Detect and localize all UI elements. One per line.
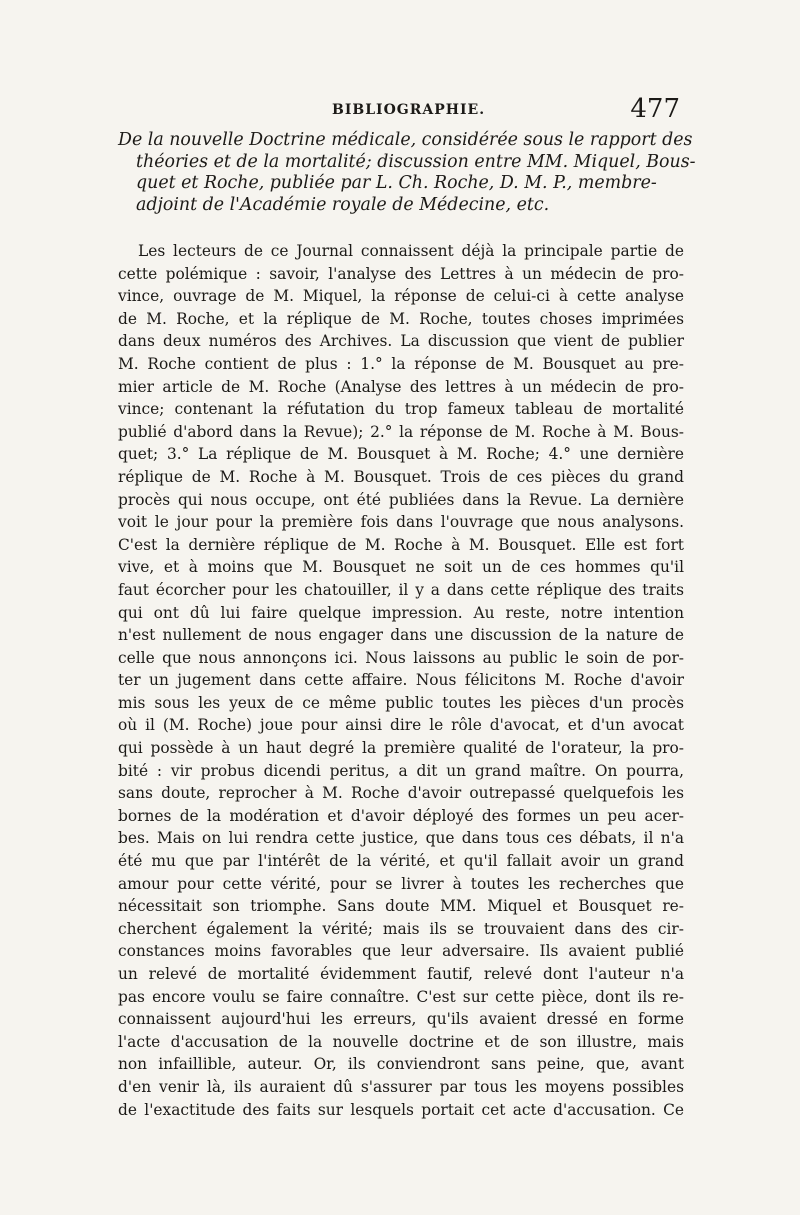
body-line: été mu que par l'intérêt de la vérité, et qu'il fallait avoir un grand [118,852,684,871]
body-line: pas encore voulu se faire connaître. C'est sur cette pièce, dont ils re- [118,987,684,1006]
body-line: vive, et à moins que M. Bousquet ne soit un de ces hommes qu'il [118,558,684,577]
heading-line: adjoint de l'Académie royale de Médecine, etc. [136,194,550,215]
body-line: n'est nullement de nous engager dans une discussion de la nature de [118,626,684,645]
body-line: qui possède à un haut degré la première qualité de l'orateur, la pro- [118,739,684,758]
body-line: où il (M. Roche) joue pour ainsi dire le rôle d'avocat, et d'un avocat [118,716,684,735]
body-line: procès qui nous occupe, ont été publiées dans la Revue. La dernière [118,490,684,509]
body-line: un relevé de mortalité évidemment fautif, relevé dont l'auteur n'a [118,965,684,983]
body-line: C'est la dernière réplique de M. Roche à M. Bousquet. Elle est fort [118,535,684,554]
running-head [120,94,680,130]
body-line: bité : vir probus dicendi peritus, a dit un grand maître. On pourra, [118,761,684,780]
heading-line: théories et de la mortalité; discussion entre MM. Miquel, Bous- [136,151,696,172]
body-line: non infaillible, auteur. Or, ils conviendront sans peine, que, avant [118,1055,684,1074]
body-line: d'en venir là, ils auraient dû s'assurer par tous les moyens possibles [118,1077,684,1096]
body-line: quet; 3.° La réplique de M. Bousquet à M. Roche; 4.° une dernière [118,445,684,464]
body-line: connaissent aujourd'hui les erreurs, qu'ils avaient dressé en forme [118,1010,684,1029]
body-line: sans doute, reprocher à M. Roche d'avoir outrepassé quelquefois les [118,784,684,803]
body-line: voit le jour pour la première fois dans l'ouvrage que nous analysons. [118,513,684,532]
body-line: nécessitait son triomphe. Sans doute MM. Miquel et Bousquet re- [118,897,684,916]
page-number: 477 [630,94,680,124]
body-line: bes. Mais on lui rendra cette justice, que dans tous ces débats, il n'a [118,829,684,848]
body-line: réplique de M. Roche à M. Bousquet. Trois de ces pièces du grand [118,467,684,486]
body-line: constances moins favorables que leur adversaire. Ils avaient publié [118,942,684,961]
body-line: cette polémique : savoir, l'analyse des Lettres à un médecin de pro- [118,264,684,283]
body-line: M. Roche contient de plus : 1.° la réponse de M. Bousquet au pre- [118,354,684,373]
body-line: bornes de la modération et d'avoir déployé des formes un peu acer- [118,806,684,825]
body-line: qui ont dû lui faire quelque impression. Au reste, notre intention [118,603,684,622]
body-line: l'acte d'accusation de la nouvelle doctrine et de son illustre, mais [118,1032,684,1051]
article-body [118,240,684,1121]
body-line: Les lecteurs de ce Journal connaissent déjà la principale partie de [138,242,684,260]
body-line: vince; contenant la réfutation du trop fameux tableau de mortalité [118,400,684,419]
heading-line: De la nouvelle Doctrine médicale, considérée sous le rapport des [118,130,693,150]
body-line: celle que nous annonçons ici. Nous laissons au public le soin de por- [118,648,684,667]
body-line: cherchent également la vérité; mais ils se trouvaient dans des cir- [118,919,684,938]
body-line: mier article de M. Roche (Analyse des lettres à un médecin de pro- [118,377,684,396]
body-line: faut écorcher pour les chatouiller, il y a dans cette réplique des traits [118,580,684,599]
body-line: dans deux numéros des Archives. La discussion que vient de publier [118,332,684,351]
body-line: publié d'abord dans la Revue); 2.° la réponse de M. Roche à M. Bous- [118,422,684,441]
body-line: mis sous les yeux de ce même public toutes les pièces d'un procès [118,693,684,712]
body-line: ter un jugement dans cette affaire. Nous félicitons M. Roche d'avoir [118,671,684,690]
running-title: BIBLIOGRAPHIE. [332,102,486,118]
body-line: de M. Roche, et la réplique de M. Roche, toutes choses imprimées [118,309,684,328]
body-line: vince, ouvrage de M. Miquel, la réponse de celui-ci à cette analyse [118,287,684,306]
body-line: amour pour cette vérité, pour se livrer à toutes les recherches que [118,874,684,893]
article-heading [118,130,696,216]
body-line: de l'exactitude des faits sur lesquels portait cet acte d'accusation. Ce [118,1100,684,1119]
heading-line: quet et Roche, publiée par L. Ch. Roche, D. M. P., membre- [136,173,657,193]
